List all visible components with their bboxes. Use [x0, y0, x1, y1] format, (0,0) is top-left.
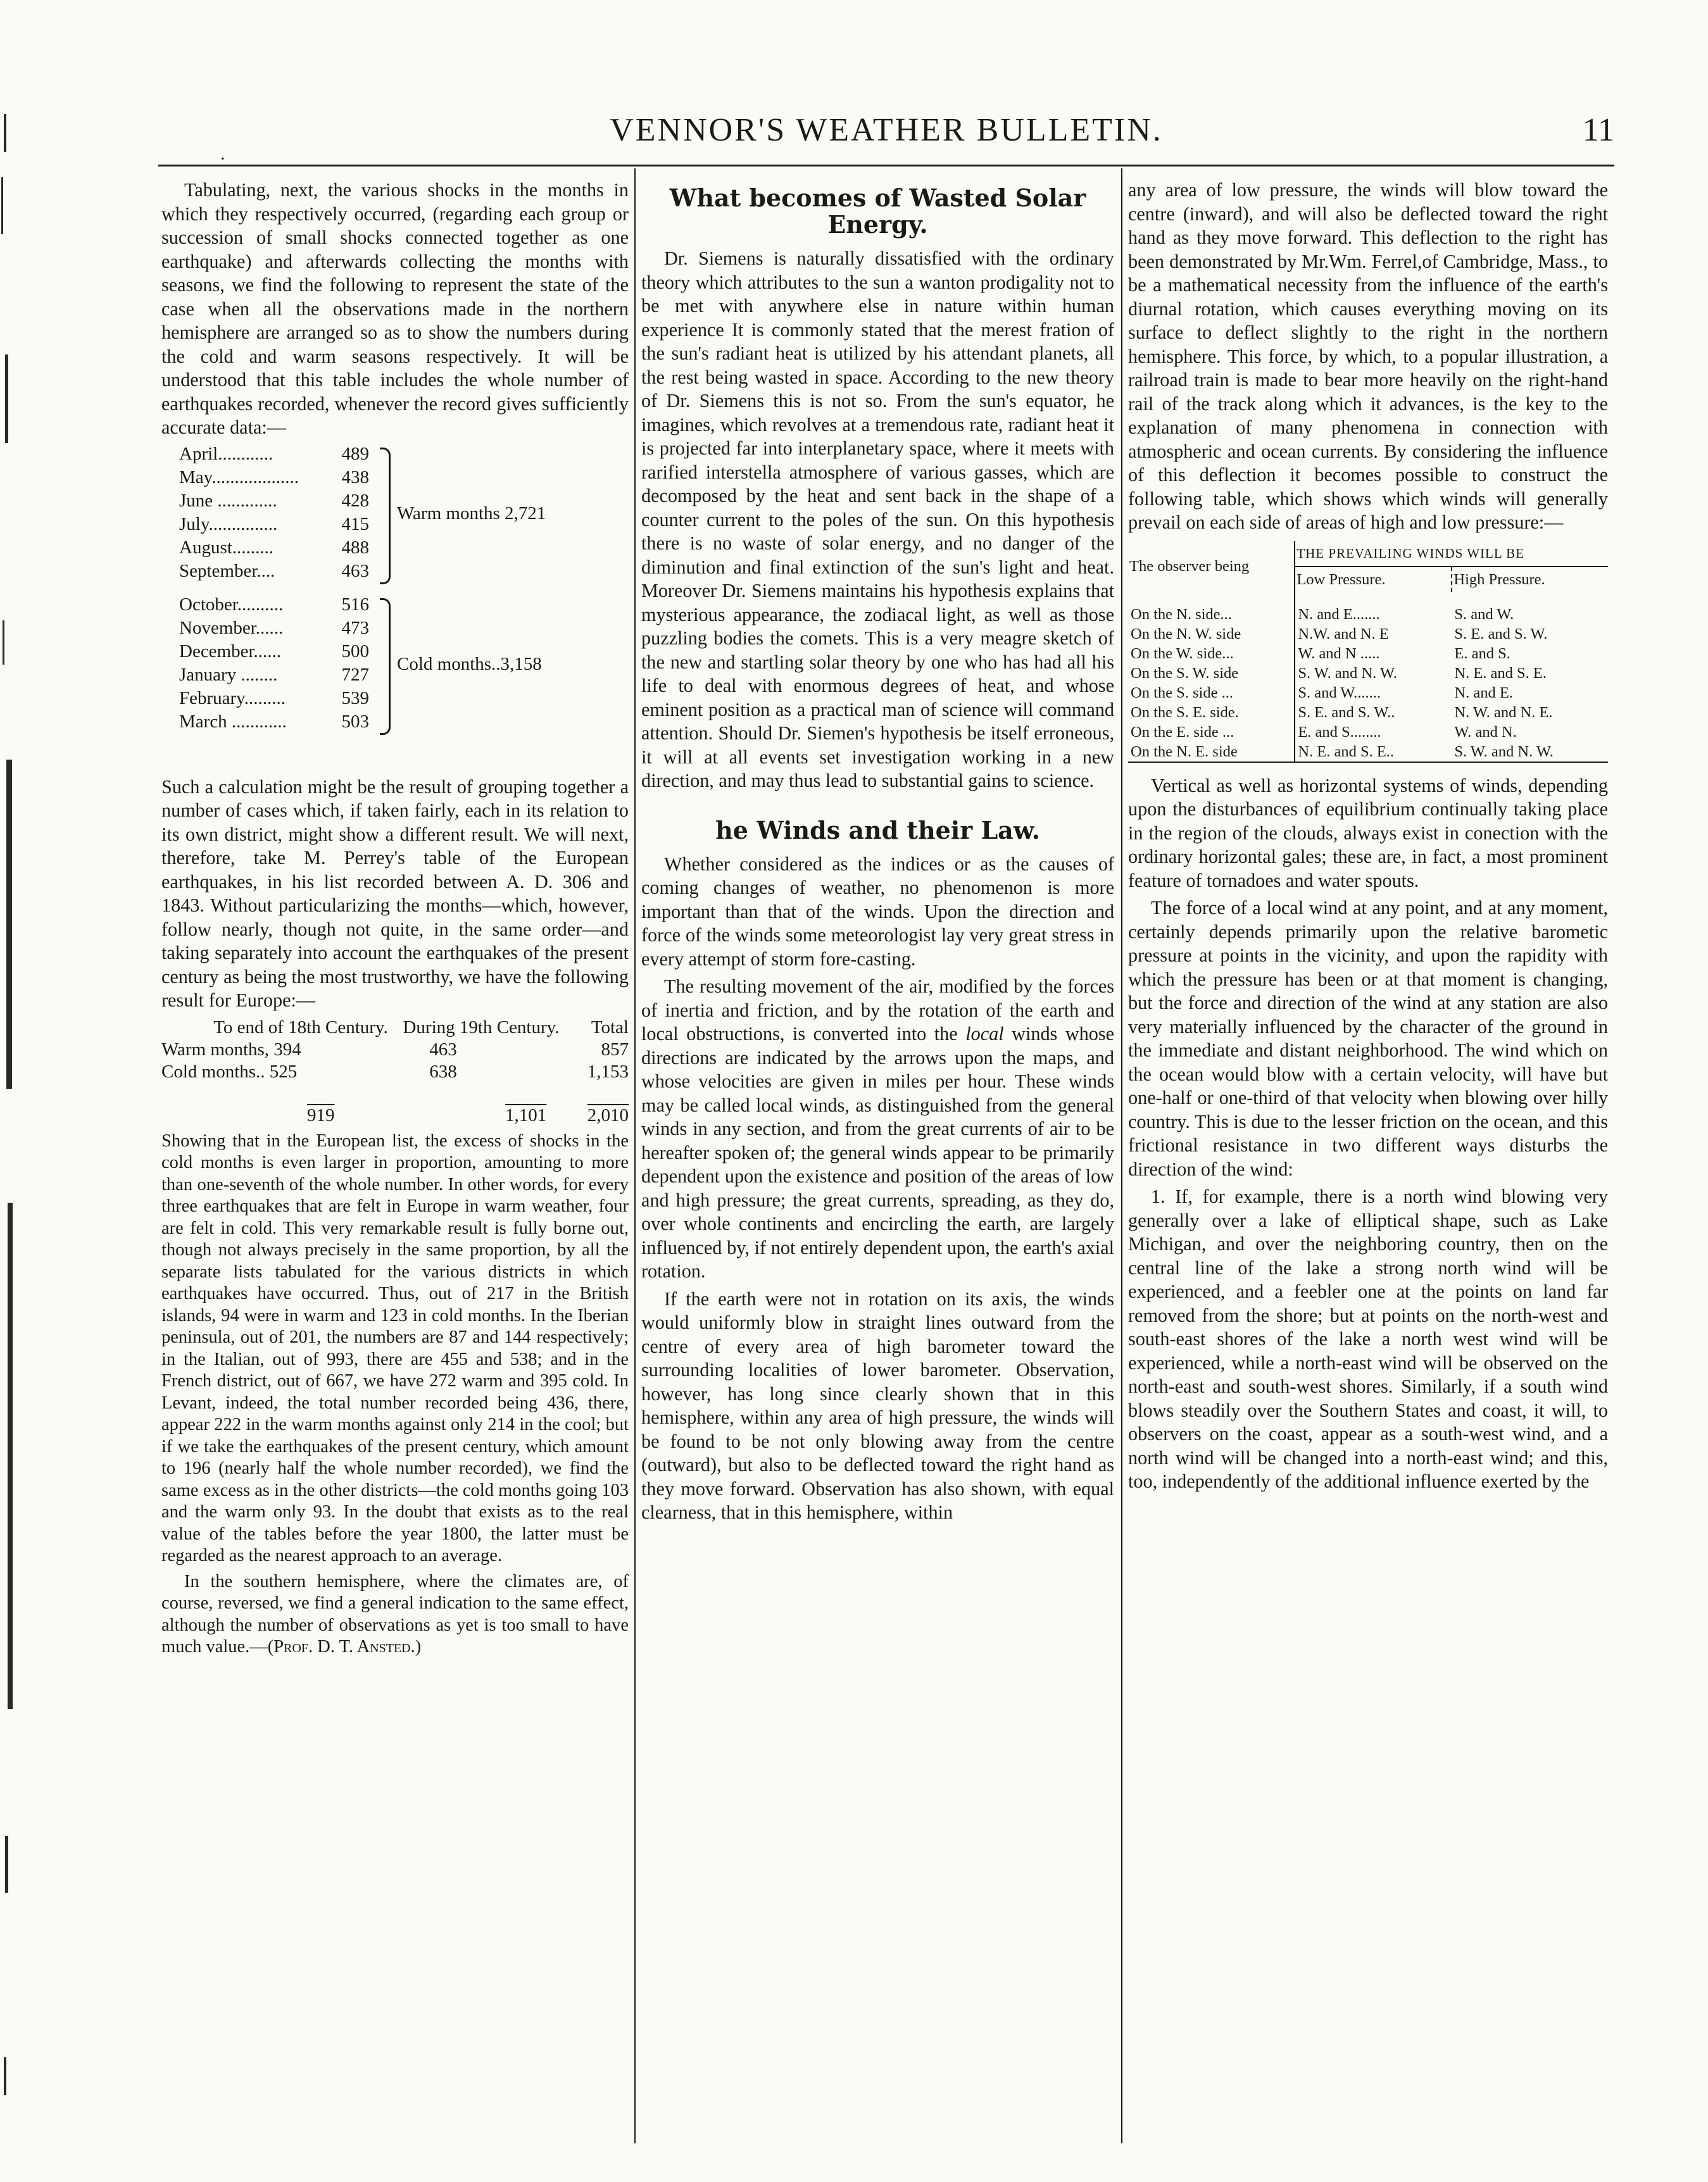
header-high: High Pressure. — [1452, 567, 1608, 592]
month-row: April............ 489 — [179, 443, 369, 464]
column-rule-right — [1121, 168, 1122, 2143]
author-signature: (Prof. D. T. Ansted.) — [267, 1637, 422, 1657]
column-rule-left — [634, 168, 636, 2143]
europe-row-warm: Warm months, 394 463 857 — [161, 1039, 629, 1060]
cold-brace — [380, 598, 391, 735]
winds-paragraph-2: The resulting movement of the air, modified by the forces of inertia and friction, and by the rotation of the earth and local obstructions, is converted into the local winds whose directions are indicated by the arrows upon the maps, and whose velocities are given in miles per hour. These winds may be called local winds, as distinguished from the general winds in any section, and from the great currents of air to be hereafter spoken of; the general winds appear to be primarily dependent upon the existence and position of the areas of low and high pressure; the great currents, spreading, as they do, over whole continents and encircling the earth, are largely influenced by, if not entirely dependent upon, the earth's axial rotation. — [641, 975, 1114, 1282]
warm-months-total: Warm months 2,721 — [397, 503, 546, 524]
month-row: March ............ 503 — [179, 711, 369, 732]
winds-paragraph-4: any area of low pressure, the winds will blow toward the centre (inward), and will also be deflected toward the right hand as they move forward. This deflection to the right has been demonstrated by Mr.Wm. Ferrel,of Cambridge, Mass., to be a mathematical necessity from the influence of the earth's diurnal rotation, which causes everything moving on its surface to deflect slightly to the right in the northern hemisphere. This force, by which, to a popular illustration, a railroad train is made to bear more heavily on the right-hand rail of the track along which it advances, is the key to the explanation of many phenomena in connection with atmospheric and ocean currents. By considering the influence of this deflection it becomes possible to construct the following table, which shows which winds will generally prevail on each side of areas of high and low pressure:— — [1128, 179, 1608, 533]
winds-paragraph-1: Whether considered as the indices or as the causes of coming changes of weather, no phenomenon is more important than that of the winds. Upon the direction and force of the winds some meteorologist lay very great stress in every attempt of storm fore-casting. — [641, 853, 1114, 970]
article-heading-solar-energy: What becomes of Wasted Solar Energy. — [669, 184, 1086, 239]
earthquake-paragraph-1: Tabulating, next, the various shocks in the months in which they respectively occurred, (regarding each group or succession of small shocks connected together as one earthquake) and afterwards collecting the months with seasons, we find the following to represent the state of the case when all the observations made in the northern hemisphere are arranged so as to show the numbers during the cold and warm seasons respectively. It will be understood that this table includes the whole number of earthquakes recorded, whenever the record gives sufficiently accurate data:— — [161, 179, 629, 438]
prevailing-winds-table — [1128, 541, 1608, 763]
column-left — [161, 179, 629, 1658]
header-19th: During 19th Century. — [403, 1017, 560, 1038]
europe-table — [161, 1017, 629, 1127]
month-row: December...... 500 — [179, 641, 369, 661]
month-row: May................... 438 — [179, 467, 369, 487]
europe-table-header — [161, 1017, 629, 1039]
column-right — [1128, 179, 1608, 1494]
wind-row: On the E. side ... E. and S........ W. and N. — [1131, 723, 1517, 741]
wind-row: On the S. W. side S. W. and N. W. N. E. and S. E. — [1131, 664, 1547, 682]
header-total: Total — [591, 1017, 629, 1038]
month-row: September.... 463 — [179, 560, 369, 581]
earthquake-paragraph-2: Such a calculation might be the result of grouping together a number of cases which, if taken fairly, each in its relation to its own district, might show a different result. We will next, therefore, take M. Perrey's table of the European earthquakes, in his list recorded between A. D. 306 and 1843. Without particularizing the months—which, however, follow nearly, though not quite, in the same order—and taking separately into account the earthquakes of the present century as being the most trustworthy, we have the following result for Europe:— — [161, 775, 629, 1011]
month-row: August......... 488 — [179, 537, 369, 558]
wind-row: On the S. side ... S. and W....... N. and E. — [1131, 684, 1513, 701]
monthly-shocks-table — [161, 442, 629, 772]
header-dot: . — [220, 143, 225, 164]
month-row: July............... 415 — [179, 513, 369, 534]
solar-paragraph: Dr. Siemens is naturally dissatisfied with the ordinary theory which attributes to the sun a wanton prodigality not to be met with anywhere else in nature within human experience It is commonly stated that the merest fration of the sun's radiant heat is utilized by his attendant planets, all the rest being wasted in space. According to the new theory of Dr. Siemens this is not so. From the sun's equator, he imagines, which revolves at a tremendous rate, radiant heat it is projected far into interplanetary space, where it meets with rarified interstella atmosphere of various gasses, which are decomposed by the heat and sent back in the shape of a counter current to the poles of the sun. On this hypothesis there is no waste of solar energy, and no danger of the diminution and final extinction of the sun's light and heat. Moreover Dr. Siemens maintains his hypothesis explains that mysterious appearance, the zodiacal light, as well as those puzzling bodies the comets. This is a very meagre sketch of the new and startling solar theory by one who has had all his life to deal with enormous degrees of heat, and whose eminent position as a practical man of science will command attention. Should Dr. Siemen's hypothesis be itself erroneous, it will at all events set investigation working in a new direction, and may thus lead to substantial gains to science. — [641, 248, 1114, 791]
wind-row: On the W. side... W. and N ..... E. and S. — [1131, 644, 1510, 662]
page-number: 11 — [1582, 112, 1614, 148]
header-rule — [158, 165, 1614, 166]
header-low: Low Pressure. — [1295, 567, 1452, 592]
month-row: January ........ 727 — [179, 664, 369, 685]
wind-row: On the N. W. side N.W. and N. E S. E. and S. W. — [1131, 625, 1548, 643]
wind-row: On the N. side... N. and E....... S. and W. — [1128, 592, 1608, 624]
europe-row-totals: 919 1,101 2,010 — [307, 1105, 629, 1125]
running-title: VENNOR'S WEATHER BULLETIN. — [610, 112, 1163, 148]
cold-months-total: Cold months..3,158 — [397, 653, 542, 674]
month-row: October.......... 516 — [179, 594, 369, 615]
winds-paragraph-6: The force of a local wind at any point, and at any moment, certainly depends primarily upon the relative barometic pressure at points in the vicinity, and upon the rapidity with which the pressure has been or at that moment is changing, but the force and direction of the wind at any station are also very materially influenced by the character of the ground in the immediate and distant neighborhood. The wind which on the ocean would blow with a certain velocity, will have but one-half or one-third of that velocity when blowing over hilly country. This is due to the lesser friction on the ocean, and this frictional resistance in two different ways disturbs the direction of the wind: — [1128, 897, 1608, 1180]
wind-row: On the N. E. side N. E. and S. E.. S. W. and N. W. — [1128, 742, 1608, 762]
header-18th: To end of 18th Century. — [213, 1017, 388, 1038]
wind-row: On the S. E. side. S. E. and S. W.. N. W. and N. E. — [1131, 703, 1553, 721]
page-binding-edge — [0, 0, 60, 2182]
column-middle — [641, 179, 1114, 1525]
earthquake-paragraph-3: Showing that in the European list, the excess of shocks in the cold months is even larger in proportion, amounting to more than one-seventh of the whole number. In other words, for every three earthquakes that are felt in Europe in warm weather, four are felt in cold. This very remarkable result is fully borne out, though not always precisely in the same proportion, by all the separate lists tabulated for the various districts in which earthquakes have occurred. Thus, out of 217 in the British islands, 94 were in warm and 123 in cold months. In the Iberian peninsula, out of 201, the numbers are 87 and 144 respectively; in the Italian, out of 993, there are 455 and 538; and in the French district, out of 667, we have 272 warm and 395 cold. In Levant, indeed, the total number recorded being 436, there, appear 222 in the warm months against only 214 in the cool; but if we take the earthquakes of the present century, which amount to 196 (nearly half the whole number recorded), we find the same excess as in the other districts—the cold months going 103 and the warm only 93. In the doubt that exists as to the real value of the tables before the year 1800, the latter must be regarded as the nearest approach to an average. — [161, 1131, 629, 1565]
europe-row-cold: Cold months.. 525 638 1,153 — [161, 1061, 629, 1082]
header-observer: The observer being — [1129, 558, 1250, 575]
page-header — [158, 111, 1614, 162]
winds-paragraph-5: Vertical as well as horizontal systems of winds, depending upon the disturbances of equilibrium continually taking place in the region of the clouds, always exist in conection with the ordinary horizontal gales; these are, in fact, a most prominent feature of tornadoes and water spouts. — [1128, 774, 1608, 891]
month-row: February......... 539 — [179, 687, 369, 708]
article-heading-winds: he Winds and their Law. — [715, 815, 1040, 844]
earthquake-paragraph-4: In the southern hemisphere, where the climates are, of course, reversed, we find a general indication to the same effect, although the number of observations as yet is too small to have much value.—(Prof. D. T. Ansted.) — [161, 1571, 629, 1657]
winds-paragraph-3: If the earth were not in rotation on its axis, the winds would uniformly blow in straight lines outward from the centre of every area of high barometer toward the surrounding localities of lower barometer. Observation, however, has long since clearly shown that in this hemisphere, within any area of high pressure, the winds will be found to be not only blowing away from the centre (outward), but also to be deflected toward the right hand as they move forward. Observation has also shown, with equal clearness, that in this hemisphere, within — [641, 1288, 1114, 1523]
header-prevailing: THE PREVAILING WINDS WILL BE — [1295, 541, 1608, 567]
warm-brace — [380, 448, 391, 584]
winds-paragraph-7: 1. If, for example, there is a north wind blowing very generally over a lake of elliptical shape, such as Lake Michigan, and over the neighboring country, then on the central line of the lake a strong north wind will be experienced, and a feebler one at the points on land far removed from the shore; but at points on the north-west and south-east shores of the lake a north west wind will be experienced, while a north-east wind will be observed on the north-east and south-west shores. Similarly, if a south wind blows steadily over the Southern States and coast, it will, to observers on the coast, appear as a south-west wind, and a north wind will be changed into a north-east wind; and this, too, independently of the additional influence exerted by the — [1128, 1186, 1608, 1492]
month-row: November...... 473 — [179, 617, 369, 638]
month-row: June ............. 428 — [179, 490, 369, 511]
